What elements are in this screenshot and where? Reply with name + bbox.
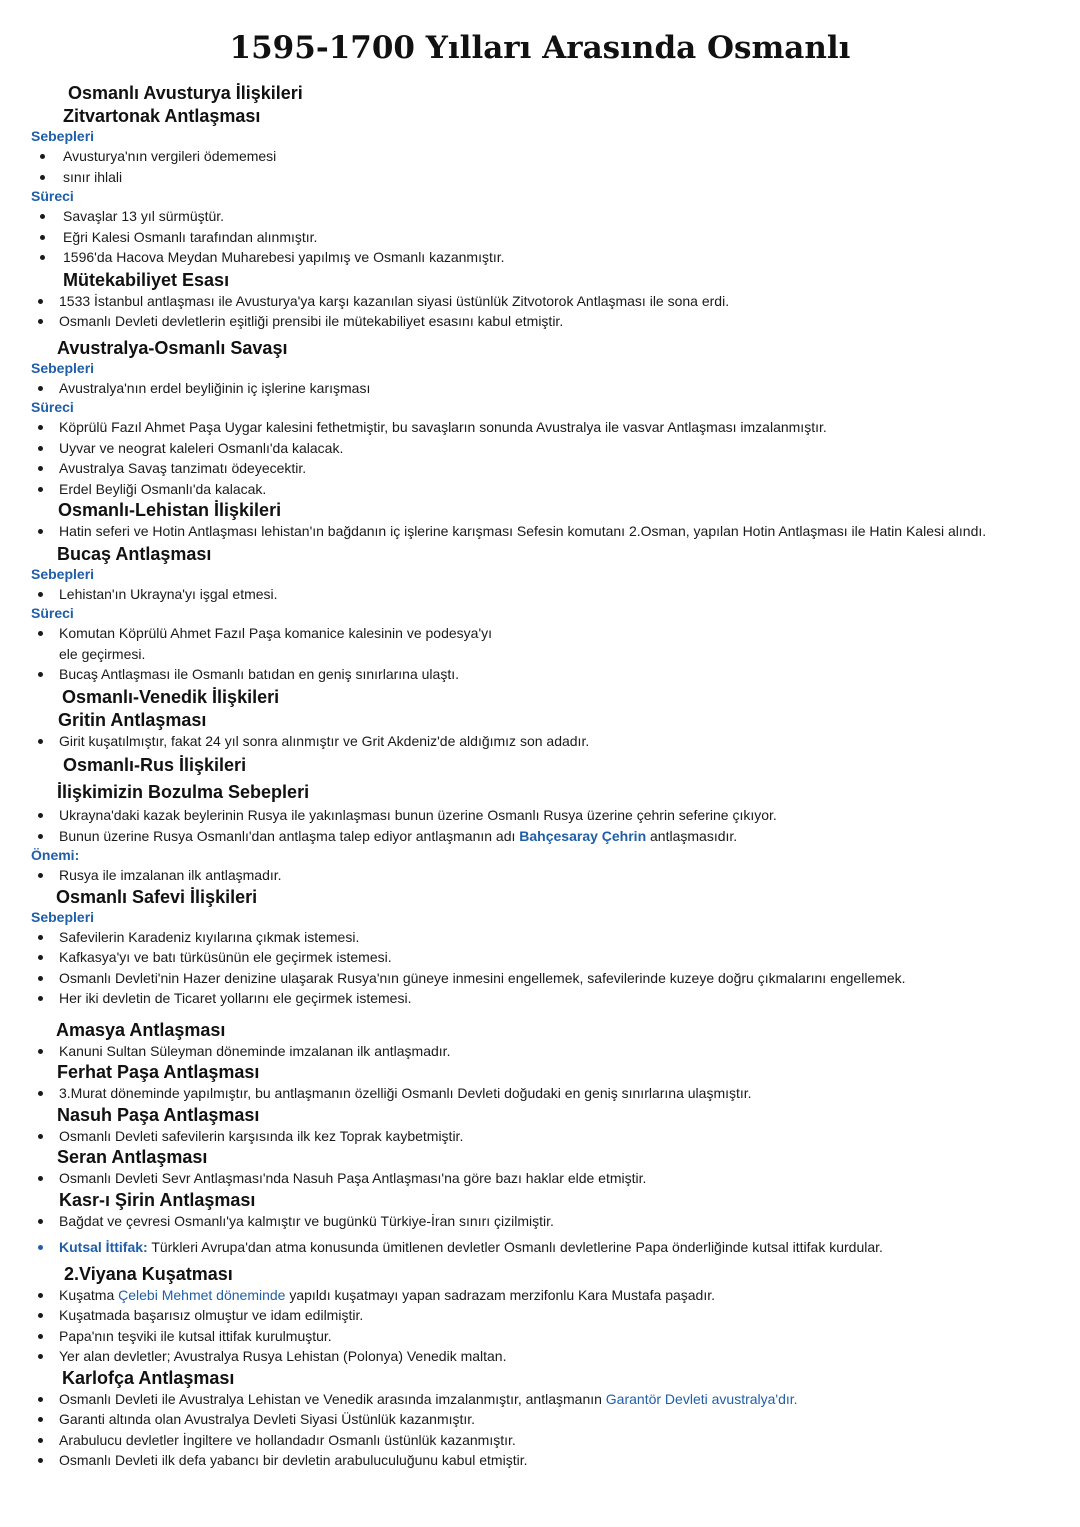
list-item: Rusya ile imzalanan ilk antlaşmadır. [0,865,1080,886]
list-item: Osmanlı Devleti'nin Hazer denizine ulaşarak Rusya'nın güneye inmesini engellemek, safevilerinde kuzeye doğru çıkmalarını engellemek. [0,968,1080,989]
list-item: Osmanlı Devleti Sevr Antlaşması'nda Nasuh Paşa Antlaşması'na göre bazı haklar elde etmiştir. [0,1168,1080,1189]
text-fragment: antlaşmasıdır. [646,827,738,844]
section-heading-poland: Osmanlı-Lehistan İlişkileri [58,500,282,520]
list-item: Ukrayna'daki kazak beylerinin Rusya ile yakınlaşması bunun üzerine Osmanlı Rusya üzerine çehrin seferine çıkıyor. [0,805,1080,826]
list-item: Avustralya Savaş tanzimatı ödeyecektir. [0,458,1080,479]
vienna-list [0,1285,1080,1367]
list-item: Safevilerin Karadeniz kıyılarına çıkmak istemesi. [0,927,1080,948]
list-item: Osmanlı Devleti ilk defa yabancı bir devletin arabuluculuğunu kabul etmiştir. [0,1450,1080,1471]
causes-label: Sebepleri [31,908,95,925]
treaty-list [0,1211,1080,1232]
list-item: Arabulucu devletler İngiltere ve hollandadır Osmanlı üstünlük kazanmıştır. [0,1430,1080,1451]
treaty-heading-kasr-i-sirin: Kasr-ı Şirin Antlaşması [59,1189,256,1210]
section-heading-bucas: Bucaş Antlaşması [57,543,212,564]
causes-list [0,378,1080,399]
treaty-list [0,1126,1080,1147]
list-item-line: ele geçirmesi. [59,645,146,662]
process-list [0,206,1080,268]
highlight-link: Bahçesaray Çehrin [519,827,647,844]
list-item: Kuşatmada başarısız olmuştur ve idam edilmiştir. [0,1305,1080,1326]
importance-list [0,865,1080,886]
causes-label: Sebepleri [31,128,95,144]
treaty-list [0,1083,1080,1104]
highlight-link: Çelebi Mehmet döneminde [118,1286,286,1303]
holy-league-label: Kutsal İttifak: [59,1239,148,1255]
karlowitz-list [0,1389,1080,1471]
list-item: 1533 İstanbul antlaşması ile Avusturya'ya karşı kazanılan siyasi üstünlük Zitvotorok Antlaşması ile sona erdi. [0,291,1080,312]
treaty-heading-nasuh: Nasuh Paşa Antlaşması [57,1104,260,1125]
section-heading-venice: Osmanlı-Venedik İlişkileri [62,686,280,707]
reciprocity-list [0,291,1080,332]
section-heading-safavid: Osmanlı Safevi İlişkileri [56,886,258,907]
treaty-heading-seran: Seran Antlaşması [57,1147,208,1167]
treaty-heading-amasya: Amasya Antlaşması [56,1019,226,1040]
list-item: Köprülü Fazıl Ahmet Paşa Uygar kalesini fethetmiştir, bu savaşların sonunda Avustralya ile vasvar Antlaşması imzalanmıştır. [0,417,1080,438]
text-fragment: Bunun üzerine Rusya Osmanlı'dan antlaşma talep ediyor antlaşmanın adı [59,827,520,844]
causes-list [0,927,1080,1009]
list-item-line: Komutan Köprülü Ahmet Fazıl Paşa komanice kalesinin ve podesya'yı [59,625,493,641]
list-item: 1596'da Hacova Meydan Muharebesi yapılmış ve Osmanlı kazanmıştır. [0,247,1080,268]
section-heading-karlowitz: Karlofça Antlaşması [62,1367,235,1388]
list-item [0,623,1080,664]
causes-list [0,146,1080,187]
causes-list [0,584,1080,605]
importance-label: Önemi: [31,847,80,863]
list-item: Kanuni Sultan Süleyman döneminde imzalanan ilk antlaşmadır. [0,1041,1080,1062]
list-item: Lehistan'ın Ukrayna'yı işgal etmesi. [0,584,1080,605]
russia-list [0,805,1080,846]
subheading-russia-causes: İlişkimizin Bozulma Sebepleri [57,782,310,802]
section-heading-war: Avustralya-Osmanlı Savaşı [57,337,288,358]
causes-label: Sebepleri [31,359,95,376]
section-heading-vienna: 2.Viyana Kuşatması [64,1263,233,1284]
text-fragment: yapıldı kuşatmayı yapan sadrazam merzifonlu Kara Mustafa paşadır. [285,1286,716,1303]
list-item: Kafkasya'yı ve batı türküsünün ele geçirmek istemesi. [0,947,1080,968]
treaty-list [0,1168,1080,1189]
text-fragment: Osmanlı Devleti ile Avustralya Lehistan ve Venedik arasında imzalanmıştır, antlaşmanın [59,1390,606,1407]
treaty-list [0,1041,1080,1062]
list-item: Girit kuşatılmıştır, fakat 24 yıl sonra alınmıştır ve Grit Akdeniz'de aldığımız son adadır. [0,731,1080,752]
holy-league-list [0,1237,1080,1258]
section-heading-reciprocity: Mütekabiliyet Esası [63,269,230,290]
process-label: Süreci [31,399,74,415]
list-item: Savaşlar 13 yıl sürmüştür. [0,206,1080,227]
list-item [0,1389,1080,1410]
list-item: Erdel Beyliği Osmanlı'da kalacak. [0,479,1080,500]
list-item: Her iki devletin de Ticaret yollarını ele geçirmek istemesi. [0,988,1080,1009]
list-item: Avusturya'nın vergileri ödememesi [0,146,1080,167]
page-title: 1595-1700 Yılları Arasında Osmanlı [229,30,851,66]
list-item: Osmanlı Devleti devletlerin eşitliği prensibi ile mütekabiliyet esasını kabul etmiştir. [0,311,1080,332]
list-item: Papa'nın teşviki ile kutsal ittifak kurulmuştur. [0,1326,1080,1347]
causes-label: Sebepleri [31,565,95,582]
list-item: Yer alan devletler; Avustralya Rusya Lehistan (Polonya) Venedik maltan. [0,1346,1080,1367]
subheading-zitvatorok: Zitvartonak Antlaşması [63,106,261,126]
poland-list [0,521,1080,542]
process-list [0,417,1080,499]
list-item [0,1237,1080,1258]
process-list [0,623,1080,685]
list-item [0,826,1080,847]
treaty-heading-ferhat: Ferhat Paşa Antlaşması [57,1062,260,1082]
list-item: 3.Murat döneminde yapılmıştır, bu antlaşmanın özelliği Osmanlı Devleti doğudaki en geniş sınırlarına ulaşmıştır. [0,1083,1080,1104]
list-item: Bucaş Antlaşması ile Osmanlı batıdan en geniş sınırlarına ulaştı. [0,664,1080,685]
process-label: Süreci [31,188,74,204]
highlight-link: Garantör Devleti avustralya'dır. [605,1390,798,1407]
text-fragment: Kuşatma [59,1286,119,1303]
section-heading-austria: Osmanlı Avusturya İlişkileri [68,83,303,103]
document-body [0,82,1080,1471]
list-item: sınır ihlali [0,167,1080,188]
text-fragment: Türkleri Avrupa'dan atma konusunda ümitlenen devletler Osmanlı devletlerine Papa önderliğinde kutsal ittifak kurdular. [147,1239,883,1255]
subheading-crete: Gritin Antlaşması [58,709,207,730]
venice-list [0,731,1080,752]
list-item: Bağdat ve çevresi Osmanlı'ya kalmıştır ve bugünkü Türkiye-İran sınırı çizilmiştir. [0,1211,1080,1232]
list-item: Avustralya'nın erdel beyliğinin iç işlerine karışması [0,378,1080,399]
process-label: Süreci [31,605,74,621]
list-item: Garanti altında olan Avustralya Devleti Siyasi Üstünlük kazanmıştır. [0,1409,1080,1430]
section-heading-russia: Osmanlı-Rus İlişkileri [63,755,247,775]
list-item: Eğri Kalesi Osmanlı tarafından alınmıştır. [0,227,1080,248]
list-item: Uyvar ve neograt kaleleri Osmanlı'da kalacak. [0,438,1080,459]
list-item: Hatin seferi ve Hotin Antlaşması lehistan'ın bağdanın iç işlerine karışması Sefesin komutanı 2.Osman, yapılan Hotin Antlaşması ile Hatin Kalesi alındı. [0,521,1080,542]
list-item: Osmanlı Devleti safevilerin karşısında ilk kez Toprak kaybetmiştir. [0,1126,1080,1147]
list-item [0,1285,1080,1306]
